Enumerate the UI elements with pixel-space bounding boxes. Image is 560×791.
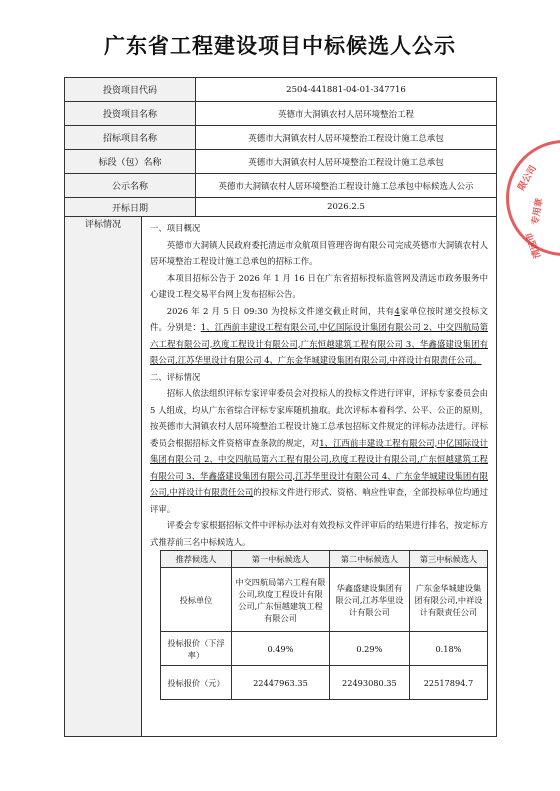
candidate-price: 22447963.35 [232,666,330,700]
candidate-price: 22493080.35 [329,666,409,700]
label: 投资项目名称 [65,102,196,125]
value: 英德市大洞镇农村人居环境整治工程 [196,102,497,125]
seal-text: 清远市 [524,230,544,260]
candidate-unit: 华鑫盛建设集团有限公司,江苏华里设计有限公司 [329,568,409,632]
text: 家单位按时递交投标文件。分别是： [150,305,489,332]
seal-text: 限公司 [516,164,539,193]
label: 公示名称 [65,174,196,197]
row-tender-name [65,126,497,150]
value: 2504-441881-04-01-347716 [196,78,497,101]
candidate-unit: 中交四航局第六工程有限公司,玖度工程设计有限公司,广东恒越建筑工程有限公司 [232,568,330,632]
row-notice-name [65,174,497,198]
value: 2026.2.5 [196,198,497,216]
candidate-rate: 0.49% [232,632,330,666]
candidate-price: 22517894.7 [409,666,487,700]
section-heading: 二、评标情况 [150,371,201,382]
row-label: 投标报价（元） [161,666,232,700]
row-open-date [65,198,497,217]
row-project-code [65,78,497,102]
value: 英德市大洞镇农村人居环境整治工程设计施工总承包 [196,150,497,173]
label: 招标项目名称 [65,126,196,149]
row-project-name [65,102,497,126]
text: 招标人依法组织评标专家评审委员会对投标人的投标文件进行评审，评标专家委员会由 5 人组成，均从广东省综合评标专家库随机抽取。此次评标本着科学、公平、公正的原则，按英德市大洞镇农村人居环境整治工程设计施工总承包招标文件规定的评标办法进行。评标委员会根据招标文件资格审查条款的规定，对 [150,388,488,448]
bidder-list: 1、江西前丰建设工程有限公司,中亿国际设计集团有限公司 2、中交四航局第六工程有限公司,玖度工程设计有限公司,广东恒越建筑工程有限公司 3、华鑫盛建设集团有限公司,江苏华里设计有限公司 4、广东金华城建设集团有限公司,中祥设计有限责任公司。 [150,322,489,365]
header-cell: 第三中标候选人 [409,551,487,568]
row-evaluation [65,217,497,737]
paragraph: 英德市大洞镇人民政府委托清远市众航项目管理咨询有限公司完成英德市大洞镇农村人居环境整治工程设计施工总承包的招标工作。 [150,239,488,266]
bidder-count: 4 [394,305,400,316]
official-seal [506,140,560,260]
candidate-table [160,550,488,700]
evaluation-content [142,217,497,736]
header-cell: 推荐候选人 [161,551,232,568]
candidate-rate: 0.29% [329,632,409,666]
paragraph [150,385,488,517]
header-cell: 第一中标候选人 [232,551,330,568]
paragraph: 评委会专家根据招标文件中评标办法对有效投标文件评审后的结果进行排名，按定标方式推荐前三名中标候选人。 [150,520,488,547]
value: 英德市大洞镇农村人居环境整治工程设计施工总承包中标候选人公示 [196,174,497,197]
row-section-name [65,150,497,174]
seal-text: 专用章 [530,197,546,226]
label: 投资项目代码 [65,78,196,101]
text: 的投标文件进行形式、资格、响应性审查，全部投标单位均通过评审。 [150,487,489,514]
paragraph [150,303,488,369]
row-label: 投标报价（下浮率） [161,632,232,666]
reviewed-bidders: 1、江西前丰建设工程有限公司,中亿国际设计集团有限公司 2、中交四航局第六工程有限公司,玖度工程设计有限公司,广东恒越建筑工程有限公司 3、华鑫盛建设集团有限公司,江苏华里设计有限公司 4、广东金华城建设集团有限公司,中祥设计有限责任公司 [150,437,488,497]
label: 开标日期 [65,198,196,216]
evaluation-label: 评标情况 [65,217,142,736]
announcement-table [64,77,497,737]
label: 标段（包）名称 [65,150,196,173]
page-title: 广东省工程建设项目中标候选人公示 [104,34,456,58]
header-cell: 第二中标候选人 [329,551,409,568]
paragraph: 本项目招标公告于 2026 年 1 月 16 日在广东省招标投标监管网及清远市政务服务中心建设工程交易平台网上发布招标公告。 [150,272,488,299]
text: 2026 年 2 月 5 日 09:30 为投标文件递交截止时间，共有 [166,305,395,316]
section-heading: 一、项目概况 [150,223,201,233]
candidate-unit: 广东金华城建设集团有限公司,中祥设计有限责任公司 [409,568,487,632]
row-label: 投标单位 [161,568,232,632]
value: 英德市大洞镇农村人居环境整治工程设计施工总承包 [196,126,497,149]
candidate-rate: 0.18% [409,632,487,666]
